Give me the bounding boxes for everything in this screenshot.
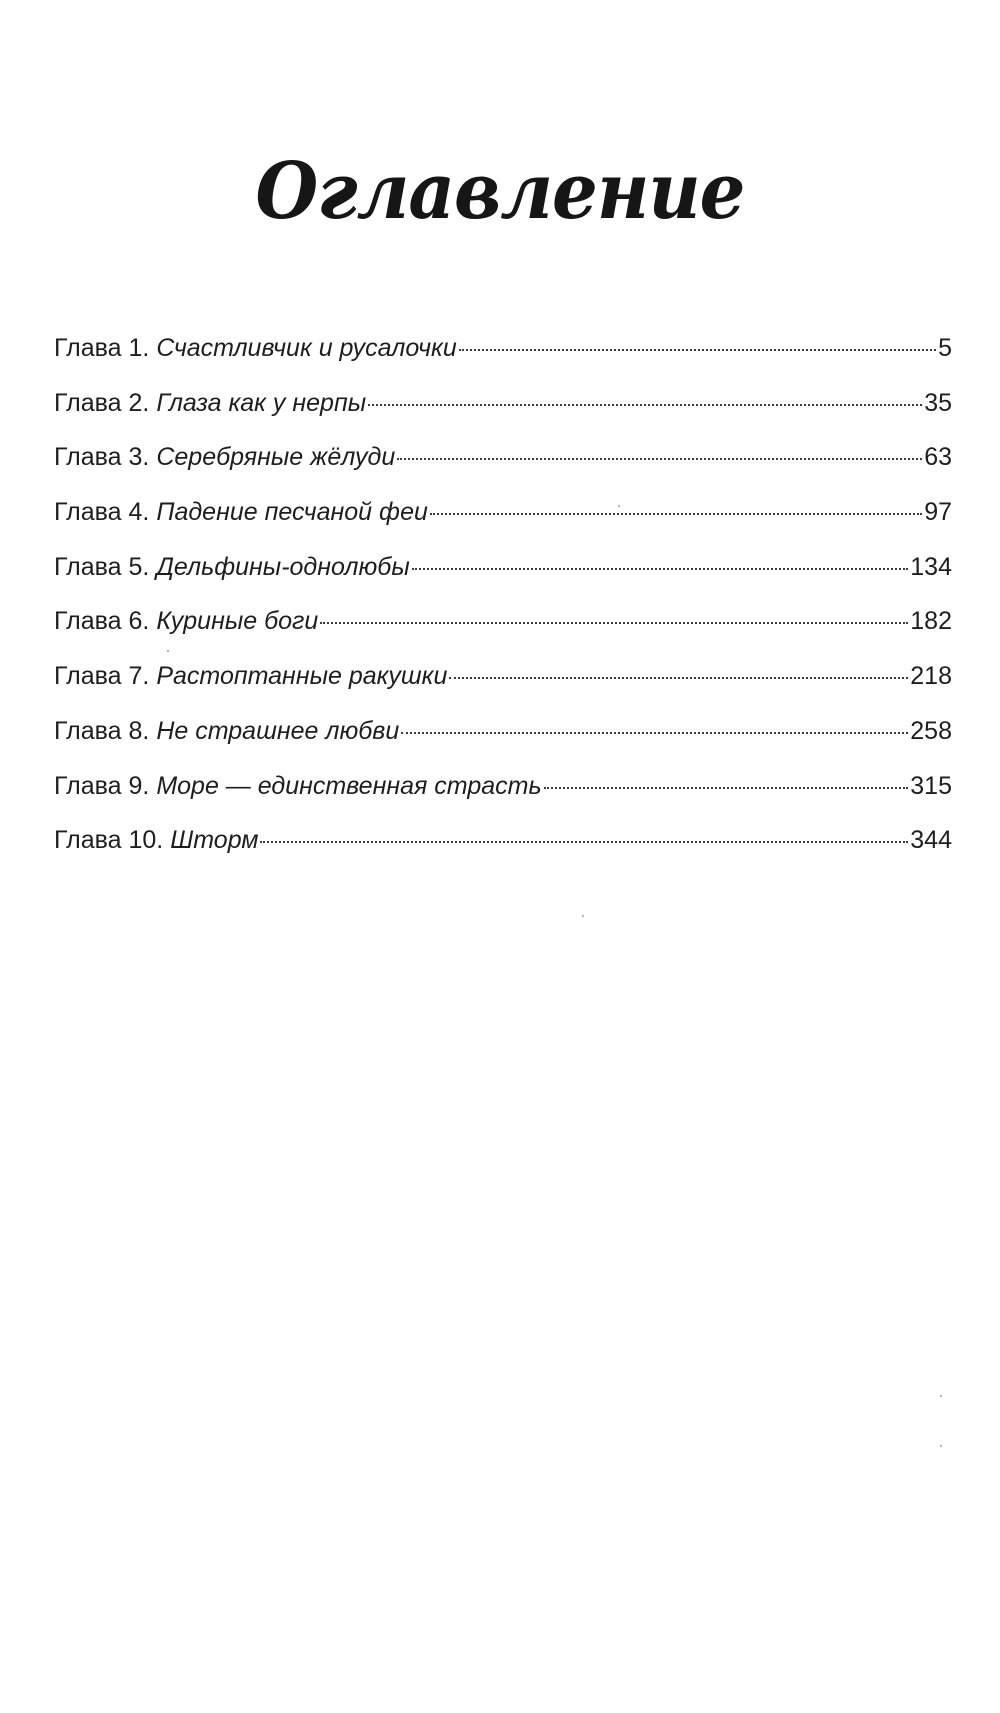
chapter-label: Глава 5.: [54, 552, 150, 581]
page-title: Оглавление: [255, 144, 745, 237]
dot-leader: [459, 349, 936, 351]
dot-leader: [544, 787, 909, 789]
toc-entry-5: [54, 553, 952, 608]
chapter-title: Счастливчик и русалочки: [156, 334, 457, 362]
dot-leader: [449, 677, 908, 679]
chapter-title: Серебряные жёлуди: [156, 443, 396, 472]
toc-entry-2: [54, 389, 952, 444]
dot-leader: [397, 458, 922, 460]
chapter-title: Падение песчаной феи: [156, 498, 428, 527]
dot-leader: [401, 732, 908, 734]
chapter-title: Дельфины-однолюбы: [156, 552, 410, 581]
chapter-label: Глава 2.: [54, 388, 150, 417]
dot-leader: [430, 513, 922, 515]
toc-entry-6: [54, 607, 952, 662]
page-number: 258: [910, 716, 952, 745]
paper-speck: [167, 650, 169, 652]
toc-entry-9: [54, 772, 952, 827]
paper-speck: [618, 505, 620, 507]
dot-leader: [260, 841, 908, 843]
chapter-label: Глава 7.: [54, 662, 150, 691]
page-number: 63: [924, 443, 952, 472]
chapter-title: Глаза как у нерпы: [156, 388, 367, 417]
chapter-title: Шторм: [170, 826, 259, 855]
toc-entry-4: [54, 498, 952, 553]
chapter-title: Растоптанные ракушки: [156, 662, 448, 691]
page-number: 97: [924, 498, 952, 527]
dot-leader: [412, 568, 909, 570]
dot-leader: [320, 622, 908, 624]
chapter-title: Не страшнее любви: [156, 716, 400, 745]
paper-speck: [582, 915, 584, 917]
toc-entry-7: [54, 662, 952, 717]
chapter-title: Море — единственная страсть: [156, 771, 542, 800]
page-number: 315: [910, 771, 952, 800]
toc-entry-10: [54, 826, 952, 881]
chapter-label: Глава 3.: [54, 443, 150, 472]
chapter-label: Глава 4.: [54, 498, 150, 527]
chapter-label: Глава 8.: [54, 716, 150, 745]
dot-leader: [368, 404, 922, 406]
toc-entry-3: [54, 443, 952, 498]
page-number: 35: [924, 388, 952, 417]
toc-entry-1: [54, 334, 952, 389]
toc-entry-8: [54, 717, 952, 772]
page-number: 5: [938, 334, 952, 362]
table-of-contents: [54, 334, 952, 881]
page-number: 182: [910, 607, 952, 636]
paper-speck: [940, 1445, 942, 1447]
chapter-label: Глава 1.: [54, 334, 150, 362]
chapter-label: Глава 6.: [54, 607, 150, 636]
page-number: 218: [910, 662, 952, 691]
chapter-label: Глава 9.: [54, 771, 150, 800]
page-number: 134: [910, 552, 952, 581]
paper-speck: [940, 1395, 942, 1397]
page-number: 344: [910, 826, 952, 855]
chapter-label: Глава 10.: [54, 826, 164, 855]
chapter-title: Куриные боги: [156, 607, 319, 636]
